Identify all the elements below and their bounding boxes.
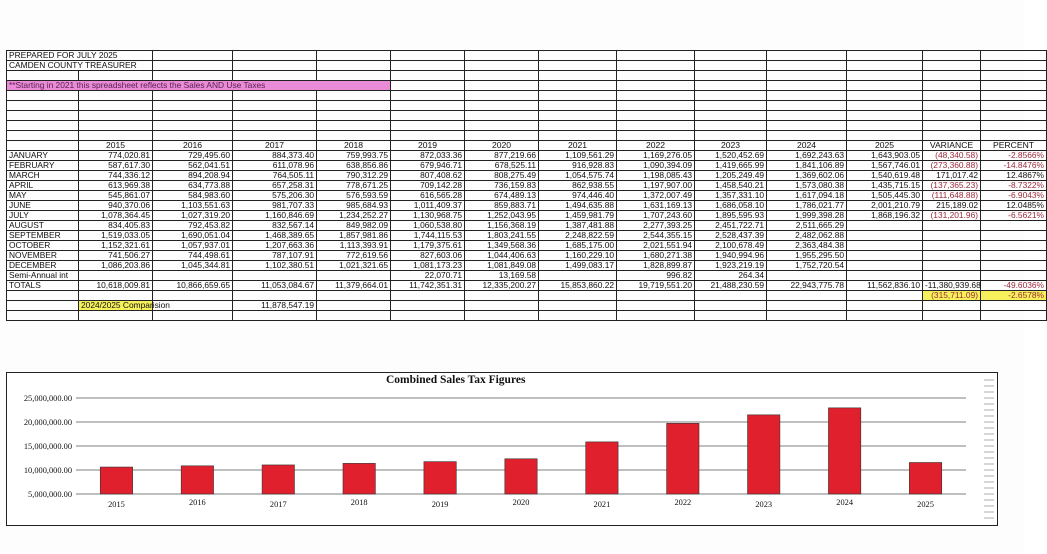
cell-value: 11,379,664.01 [317,281,391,291]
bar-2020 [505,459,537,494]
x-tick-label: 2018 [350,498,368,507]
cell-value: 862,938.55 [539,181,617,191]
month-row [7,241,1047,251]
year-header: 2015 [79,141,153,151]
row-label: SEPTEMBER [7,231,79,241]
cell-value: 1,160,229.10 [539,251,617,261]
variance-cell: -11,380,939.68 [923,281,981,291]
blank-row [7,71,1047,81]
percent-cell [981,271,1047,281]
cell-value: 709,142.28 [391,181,465,191]
cell-value: 1,617,094.18 [767,191,847,201]
cell-value: 674,489.13 [465,191,539,201]
cell-value: 1,113,393.91 [317,241,391,251]
cell-value: 1,686,058.10 [695,201,767,211]
cell-value: 884,373.40 [233,151,317,161]
cell-value: 1,573,080.38 [767,181,847,191]
row-label: TOTALS [7,281,79,291]
cell-value: 1,803,241.55 [465,231,539,241]
cell-value: 1,109,561.29 [539,151,617,161]
variance-cell: 215,189.02 [923,201,981,211]
x-tick-label: 2017 [269,500,287,509]
cell-value: 807,408.62 [391,171,465,181]
x-tick-label: 2016 [188,498,206,507]
cell-value: 1,102,380.51 [233,261,317,271]
bar-2022 [667,423,699,494]
y-tick-label: 25,000,000.00 [23,394,72,403]
cell-value: 1,027,319.20 [153,211,233,221]
cell-value: 1,786,021.77 [767,201,847,211]
cell-value: 774,020.81 [79,151,153,161]
totals-row [7,281,1047,291]
cell-value: 634,773.88 [153,181,233,191]
cell-value: 940,370.06 [79,201,153,211]
cell-value: 1,494,635.88 [539,201,617,211]
month-row [7,181,1047,191]
blank-row [7,121,1047,131]
percent-cell [981,221,1047,231]
cell-value: 1,631,169.13 [617,201,695,211]
month-row [7,261,1047,271]
sales-tax-chart [6,372,998,526]
percent-cell: 12.0485% [981,201,1047,211]
cell-value [233,271,317,281]
percent-cell: -6.5621% [981,211,1047,221]
cell-value: 1,357,331.10 [695,191,767,201]
cell-value: 1,692,243.63 [767,151,847,161]
cell-value: 787,107.91 [233,251,317,261]
cell-value: 1,940,994.96 [695,251,767,261]
x-tick-label: 2020 [512,498,530,507]
cell-value: 1,707,243.60 [617,211,695,221]
month-row [7,161,1047,171]
row-label: MAY [7,191,79,201]
percent-cell: 12.4867% [981,171,1047,181]
y-tick-label: 10,000,000.00 [23,466,72,475]
cell-value: 1,179,375.61 [391,241,465,251]
cell-value: 1,011,409.37 [391,201,465,211]
year-header: 2022 [617,141,695,151]
month-row [7,201,1047,211]
x-tick-label: 2019 [431,500,449,509]
bar-2017 [262,465,294,494]
cell-value: 1,060,538.80 [391,221,465,231]
cell-value [317,271,391,281]
variance-cell [923,241,981,251]
cell-value: 11,742,351.31 [391,281,465,291]
cell-value: 1,459,981.79 [539,211,617,221]
cell-value: 1,690,051.04 [153,231,233,241]
cell-value: 1,419,665.99 [695,161,767,171]
cell-value: 1,130,968.75 [391,211,465,221]
chart-title: Combined Sales Tax Figures [386,374,526,386]
row-label: DECEMBER [7,261,79,271]
cell-value: 13,169.58 [465,271,539,281]
blank-row [7,131,1047,141]
cell-value: 678,525.11 [465,161,539,171]
cell-value: 1,643,903.05 [847,151,923,161]
cell-value: 1,744,115.53 [391,231,465,241]
percent-cell [981,231,1047,241]
cell-value [847,221,923,231]
cell-value: 792,453.82 [153,221,233,231]
row-label: FEBRUARY [7,161,79,171]
cell-value: 1,680,271.38 [617,251,695,261]
row-label: JANUARY [7,151,79,161]
cell-value: 1,857,981.86 [317,231,391,241]
cell-value: 759,993.75 [317,151,391,161]
cell-value: 1,519,033.05 [79,231,153,241]
cell-value: 1,895,595.93 [695,211,767,221]
cell-value: 808,275.49 [465,171,539,181]
cell-value: 778,671.25 [317,181,391,191]
year-header: 2018 [317,141,391,151]
row-label: NOVEMBER [7,251,79,261]
percent-cell [981,241,1047,251]
bar-chart [6,372,998,526]
cell-value: 616,565.28 [391,191,465,201]
percent-cell [981,261,1047,271]
cell-value: 1,252,043.95 [465,211,539,221]
variance-header: VARIANCE [923,141,981,151]
cell-value: 11,562,836.10 [847,281,923,291]
cell-value: 849,982.09 [317,221,391,231]
cell-value: 1,468,389.65 [233,231,317,241]
year-header: 2019 [391,141,465,151]
month-row [7,171,1047,181]
year-header: 2017 [233,141,317,151]
cell-value: 827,603.06 [391,251,465,261]
row-label: APRIL [7,181,79,191]
cell-value: 11,053,084.67 [233,281,317,291]
bar-2018 [343,463,375,494]
cell-value: 1,685,175.00 [539,241,617,251]
cell-value: 2,363,484.38 [767,241,847,251]
variance-cell: (111,648.88) [923,191,981,201]
cell-value: 744,336.12 [79,171,153,181]
row-label: JULY [7,211,79,221]
ytd-percent: -2.6578% [981,291,1047,301]
blank-row [7,91,1047,101]
header-row-1 [7,51,1047,61]
cell-value: 2,544,355.15 [617,231,695,241]
cell-value: 679,946.71 [391,161,465,171]
cell-value: 894,208.94 [153,171,233,181]
month-row [7,191,1047,201]
year-header: 2024 [767,141,847,151]
cell-value: 2,021,551.94 [617,241,695,251]
sales-use-tax-note: **Starting in 2021 this spreadsheet reflects the Sales AND Use Taxes [7,81,391,91]
cell-value: 1,999,398.28 [767,211,847,221]
cell-value: 15,853,860.22 [539,281,617,291]
percent-header: PERCENT [981,141,1047,151]
year-header: 2020 [465,141,539,151]
header-row-2 [7,61,1047,71]
cell-value: 872,033.36 [391,151,465,161]
cell-value: 587,617.30 [79,161,153,171]
cell-value: 832,567.14 [233,221,317,231]
percent-cell: -49.6036% [981,281,1047,291]
cell-value: 981,707.33 [233,201,317,211]
cell-value: 1,540,619.48 [847,171,923,181]
cell-value: 1,152,321.61 [79,241,153,251]
y-tick-label: 15,000,000.00 [23,442,72,451]
cell-value [847,261,923,271]
cell-value: 772,619.56 [317,251,391,261]
cell-value: 834,405.83 [79,221,153,231]
year-header: 2016 [153,141,233,151]
cell-value: 1,045,344.81 [153,261,233,271]
variance-cell [923,221,981,231]
cell-value: 1,086,203.86 [79,261,153,271]
cell-value: 21,488,230.59 [695,281,767,291]
month-row [7,271,1047,281]
cell-value: 1,197,907.00 [617,181,695,191]
county-treasurer: CAMDEN COUNTY TREASURER [7,61,153,71]
x-tick-label: 2022 [674,498,692,507]
cell-value: 1,752,720.54 [767,261,847,271]
bar-2024 [828,408,860,494]
cell-value: 2,277,393.25 [617,221,695,231]
comparison-row [7,301,1047,311]
cell-value: 1,828,899.87 [617,261,695,271]
cell-value: 1,520,452.69 [695,151,767,161]
cell-value: 996.82 [617,271,695,281]
cell-value: 1,169,276.05 [617,151,695,161]
cell-value: 562,041.51 [153,161,233,171]
x-tick-label: 2015 [108,500,125,509]
cell-value [847,271,923,281]
variance-cell [923,261,981,271]
cell-value: 859,883.71 [465,201,539,211]
month-row [7,231,1047,241]
bar-2025 [909,462,941,494]
cell-value: 1,081,849.08 [465,261,539,271]
cell-value: 576,593.59 [317,191,391,201]
bar-2019 [424,462,456,494]
cell-value: 1,435,715.15 [847,181,923,191]
cell-value: 1,567,746.01 [847,161,923,171]
year-header-row [7,141,1047,151]
cell-value: 613,969.38 [79,181,153,191]
cell-value: 1,207,663.36 [233,241,317,251]
row-label: MARCH [7,171,79,181]
cell-value: 1,054,575.74 [539,171,617,181]
ytd-variance: (315,711.09) [923,291,981,301]
row-label: AUGUST [7,221,79,231]
cell-value: 10,866,659.65 [153,281,233,291]
cell-value: 1,505,445.30 [847,191,923,201]
percent-cell: -8.7322% [981,181,1047,191]
variance-cell [923,271,981,281]
year-header: 2023 [695,141,767,151]
cell-value: 657,258.31 [233,181,317,191]
tax-table-wrapper [6,50,1045,321]
month-row [7,211,1047,221]
cell-value: 1,078,364.45 [79,211,153,221]
cell-value: 736,159.83 [465,181,539,191]
month-row [7,221,1047,231]
cell-value: 19,719,551.20 [617,281,695,291]
variance-cell [923,251,981,261]
cell-value: 1,057,937.01 [153,241,233,251]
percent-cell: -14.8476% [981,161,1047,171]
year-header: 2021 [539,141,617,151]
cell-value: 2,100,678.49 [695,241,767,251]
cell-value: 12,335,200.27 [465,281,539,291]
monthly-data [7,151,1047,291]
percent-cell [981,251,1047,261]
cell-value: 2,511,665.29 [767,221,847,231]
cell-value: 10,618,009.81 [79,281,153,291]
row-label: Semi-Annual int [7,271,79,281]
cell-value [847,231,923,241]
bar-2015 [100,467,132,494]
cell-value: 1,923,219.19 [695,261,767,271]
cell-value: 1,021,321.65 [317,261,391,271]
cell-value: 1,387,481.88 [539,221,617,231]
cell-value: 2,528,437.39 [695,231,767,241]
x-tick-label: 2024 [836,498,854,507]
variance-cell [923,231,981,241]
cell-value: 1,868,196.32 [847,211,923,221]
bar-2021 [586,442,618,494]
prepared-for: PREPARED FOR JULY 2025 [7,51,153,61]
cell-value: 264.34 [695,271,767,281]
variance-cell: (48,340.58) [923,151,981,161]
cell-value: 1,103,551.63 [153,201,233,211]
cell-value: 985,684.93 [317,201,391,211]
comparison-value: 11,878,547.19 [233,301,317,311]
row-label: JUNE [7,201,79,211]
cell-value: 1,369,602.06 [767,171,847,181]
variance-cell: (273,360.88) [923,161,981,171]
percent-cell: -6.9043% [981,191,1047,201]
cell-value: 638,856.86 [317,161,391,171]
cell-value: 741,506.27 [79,251,153,261]
variance-cell: 171,017.42 [923,171,981,181]
cell-value: 729,495.60 [153,151,233,161]
ytd-row [7,291,1047,301]
month-row [7,151,1047,161]
blank-row [7,101,1047,111]
cell-value [539,271,617,281]
cell-value: 1,841,106.89 [767,161,847,171]
cell-value: 744,498.61 [153,251,233,261]
cell-value: 575,206.30 [233,191,317,201]
cell-value: 877,219.66 [465,151,539,161]
cell-value [79,271,153,281]
cell-value: 790,312.29 [317,171,391,181]
month-row [7,251,1047,261]
cell-value: 611,078.96 [233,161,317,171]
percent-cell: -2.8566% [981,151,1047,161]
cell-value: 1,090,394.09 [617,161,695,171]
bar-2016 [181,466,213,494]
cell-value: 1,234,252.27 [317,211,391,221]
comparison-label: 2024/2025 Comparision [79,301,153,311]
variance-cell: (137,365.23) [923,181,981,191]
sales-tax-table [6,50,1047,321]
cell-value: 764,505.11 [233,171,317,181]
cell-value: 1,160,846.69 [233,211,317,221]
blank-row [7,311,1047,321]
blank-row [7,111,1047,121]
cell-value: 2,248,822.59 [539,231,617,241]
cell-value: 22,070.71 [391,271,465,281]
cell-value: 1,156,368.19 [465,221,539,231]
y-tick-label: 20,000,000.00 [23,418,72,427]
cell-value: 1,205,249.49 [695,171,767,181]
note-row [7,81,1047,91]
cell-value: 2,482,062.88 [767,231,847,241]
y-tick-label: 5,000,000.00 [28,490,72,499]
cell-value: 2,001,210.79 [847,201,923,211]
cell-value: 1,372,007.49 [617,191,695,201]
cell-value: 1,081,173.23 [391,261,465,271]
cell-value: 1,198,085.43 [617,171,695,181]
cell-value: 1,499,083.17 [539,261,617,271]
cell-value: 1,458,540.21 [695,181,767,191]
cell-value: 584,983.60 [153,191,233,201]
row-label: OCTOBER [7,241,79,251]
cell-value: 1,349,568.36 [465,241,539,251]
x-tick-label: 2021 [593,500,611,509]
cell-value: 2,451,722.71 [695,221,767,231]
cell-value: 22,943,775.78 [767,281,847,291]
cell-value [847,251,923,261]
bar-2023 [748,415,780,494]
variance-cell: (131,201.96) [923,211,981,221]
cell-value [847,241,923,251]
cell-value [767,271,847,281]
cell-value: 916,928.83 [539,161,617,171]
x-tick-label: 2023 [755,500,773,509]
cell-value [153,271,233,281]
cell-value: 1,044,406.63 [465,251,539,261]
cell-value: 1,955,295.50 [767,251,847,261]
x-tick-label: 2025 [917,500,934,509]
cell-value: 545,861.07 [79,191,153,201]
year-header: 2025 [847,141,923,151]
cell-value: 974,446.40 [539,191,617,201]
